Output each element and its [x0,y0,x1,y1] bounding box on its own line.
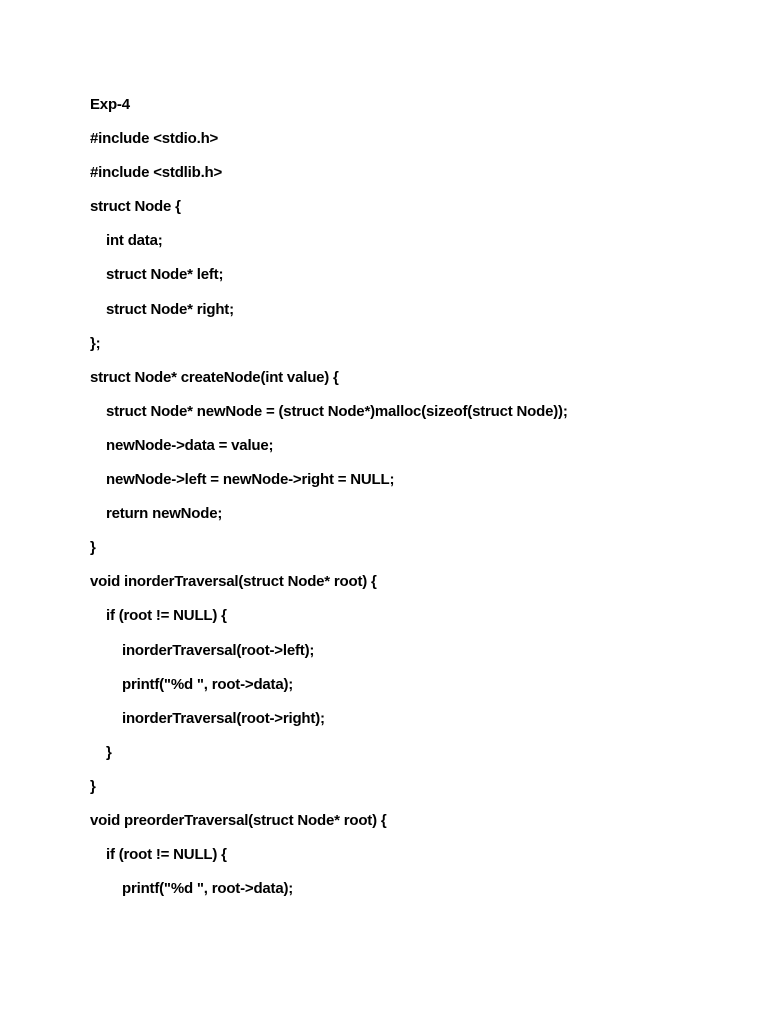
text-line: void preorderTraversal(struct Node* root) { [90,811,387,829]
text-line: struct Node { [90,198,181,216]
text-line: #include <stdio.h> [90,130,219,148]
text-line: #include <stdlib.h> [90,164,223,182]
text-line: printf("%d ", root->data); [122,880,294,898]
text-line: int data; [106,232,163,250]
text-line: inorderTraversal(root->right); [122,709,325,727]
text-line: struct Node* createNode(int value) { [90,368,339,386]
text-line: newNode->left = newNode->right = NULL; [106,471,395,489]
text-line: inorderTraversal(root->left); [122,641,315,659]
text-line: Exp-4 [90,96,130,113]
text-line: printf("%d ", root->data); [122,675,294,693]
text-line: } [106,743,112,761]
text-line: newNode->data = value; [106,436,274,454]
text-line: if (root != NULL) { [106,607,227,625]
text-line: return newNode; [106,505,223,523]
text-line: } [90,777,96,795]
text-line: } [90,539,96,557]
document-body [90,93,730,911]
text-line: struct Node* right; [106,300,234,318]
text-line: void inorderTraversal(struct Node* root) { [90,573,377,591]
text-line: if (root != NULL) { [106,846,227,864]
text-line: struct Node* newNode = (struct Node*)malloc(sizeof(struct Node)); [106,402,568,420]
text-line: struct Node* left; [106,266,224,284]
text-line: }; [90,334,101,352]
